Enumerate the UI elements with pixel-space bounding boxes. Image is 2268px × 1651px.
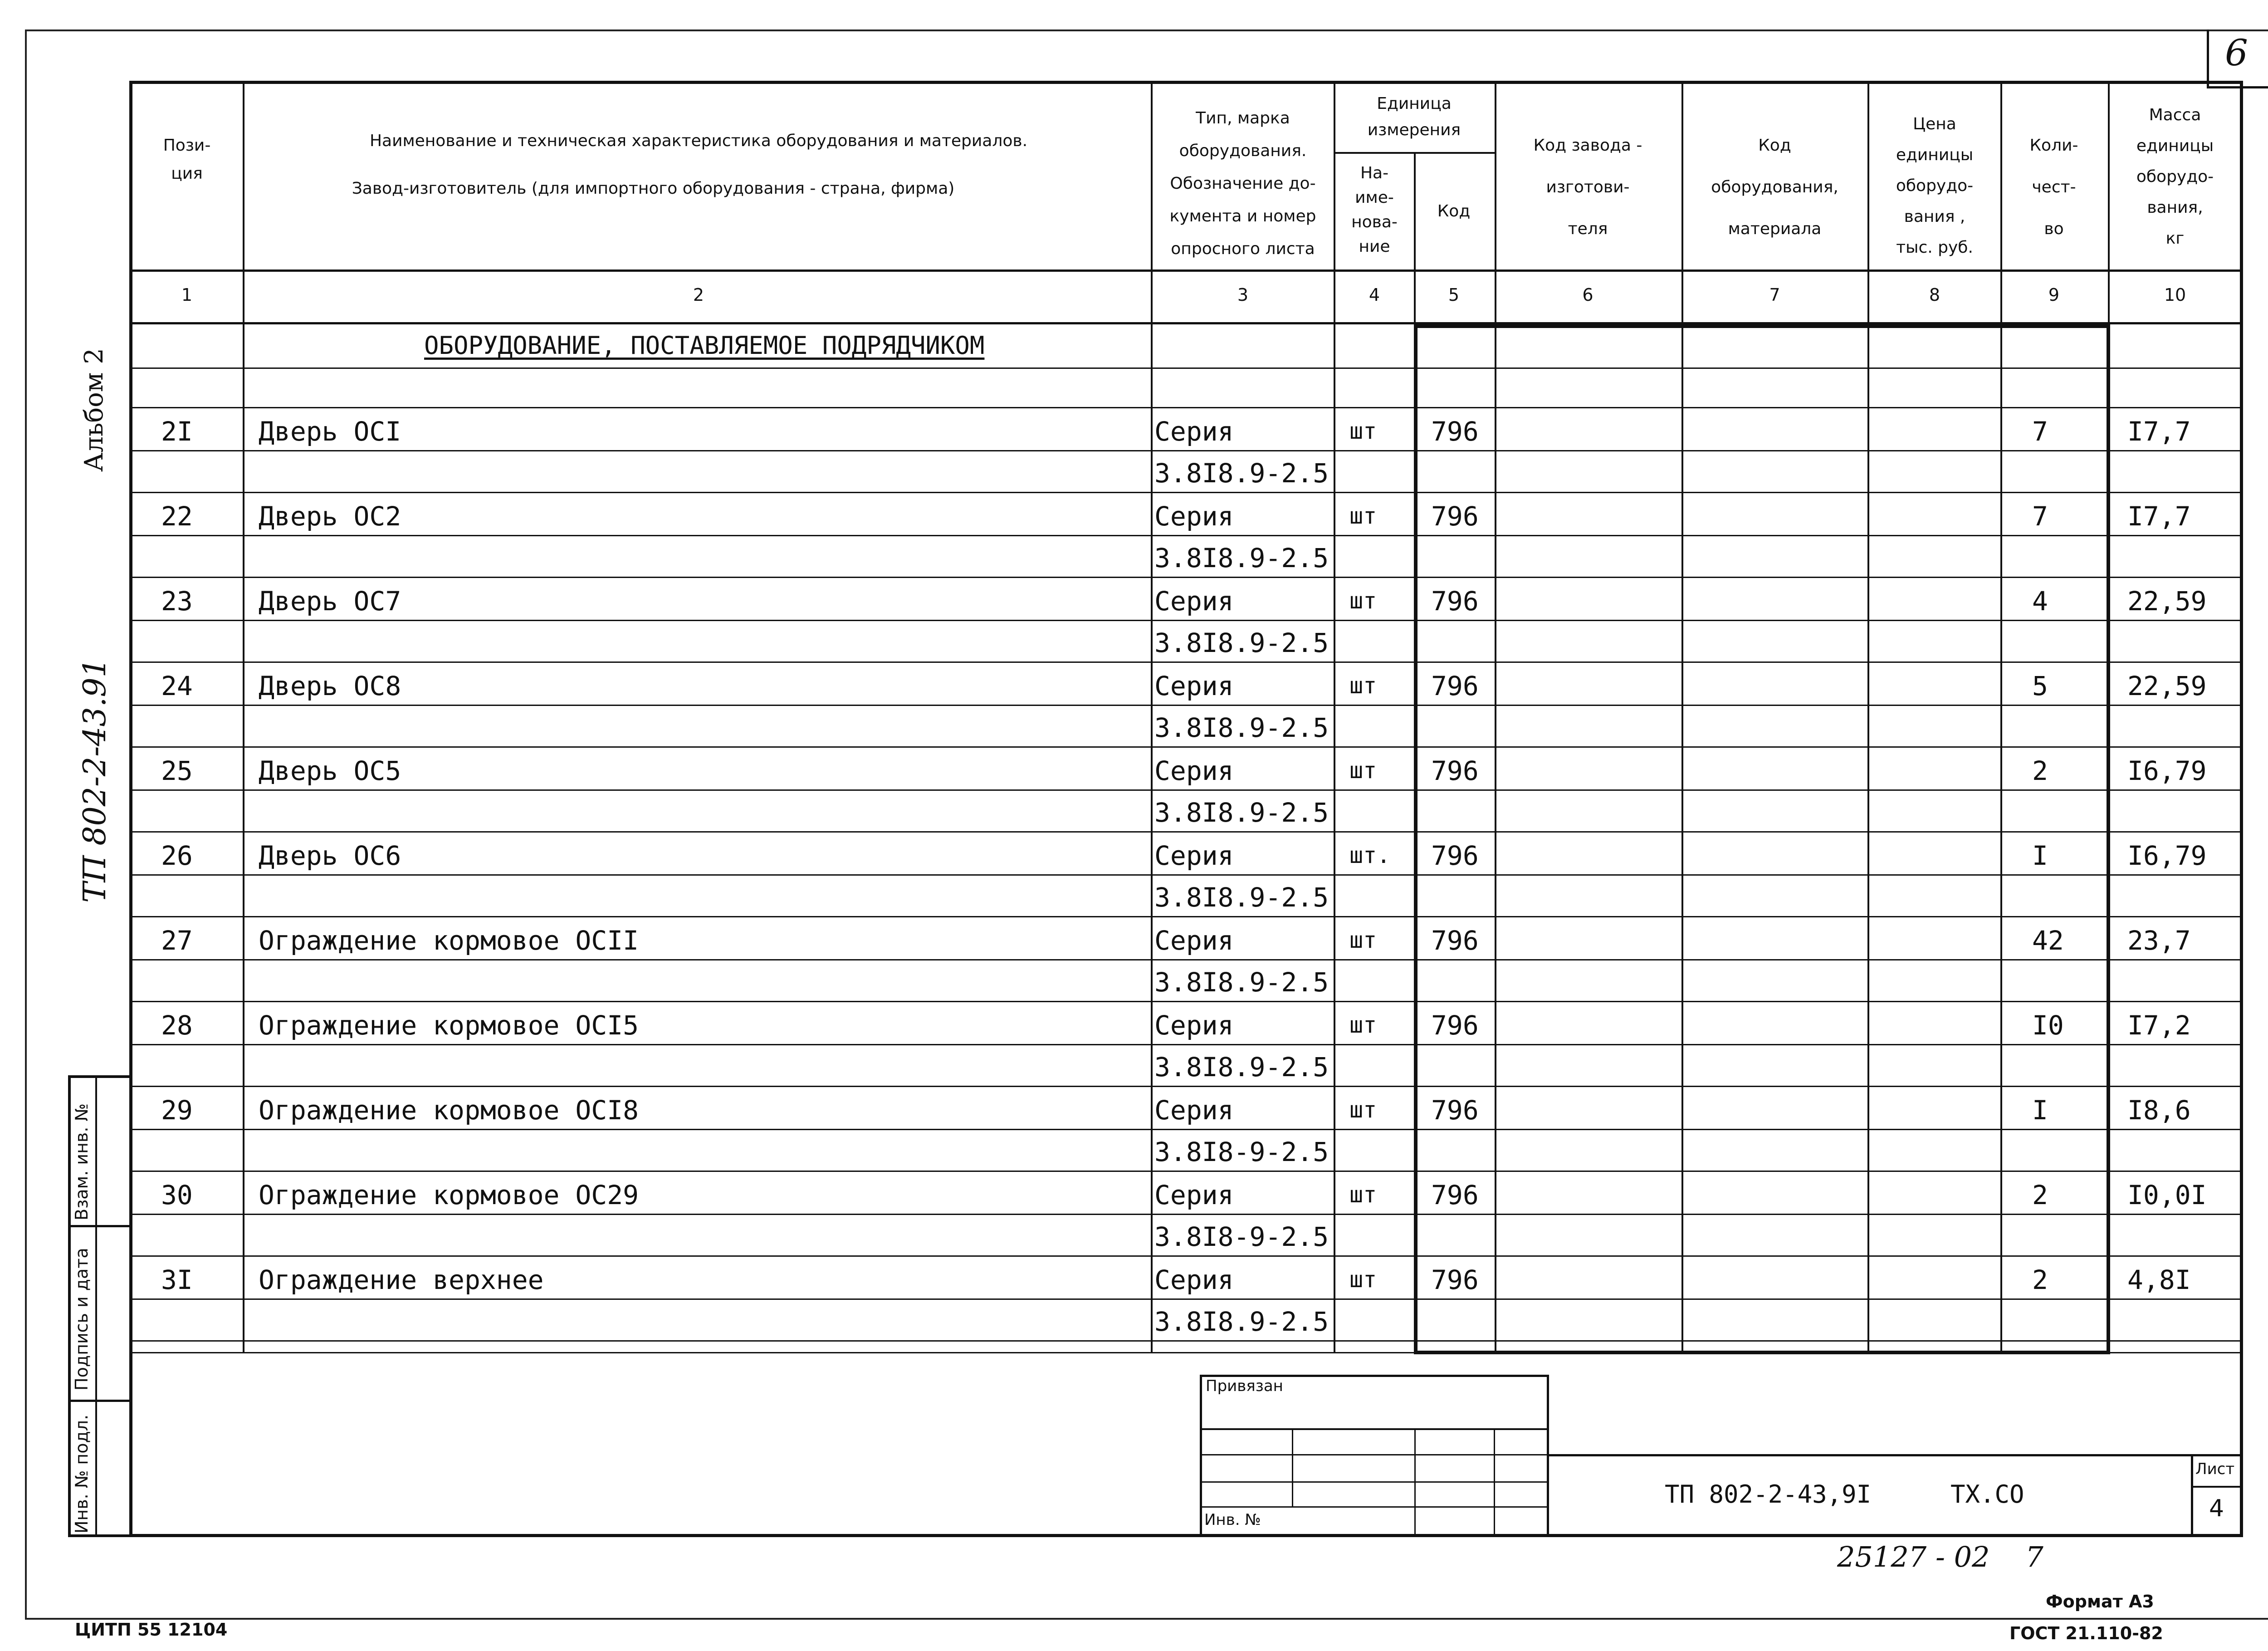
doc-code: ТП 802-2-43,9I [1665, 1480, 1872, 1509]
row-name: Ограждение кормовое ОС29 [259, 1180, 639, 1210]
row-unit: шт [1349, 927, 1377, 953]
stamp-line [1200, 1428, 1549, 1430]
colnum-9: 9 [2048, 285, 2060, 305]
row-unit: шт [1349, 1181, 1377, 1208]
row-position: 29 [161, 1095, 193, 1126]
section-title: ОБОРУДОВАНИЕ, ПОСТАВЛЯЕМОЕ ПОДРЯДЧИКОМ [424, 331, 985, 360]
header-factory-code: Код завода - изготови- теля [1533, 136, 1642, 238]
row-quantity: 7 [2032, 416, 2048, 447]
row-type-number: 3.8I8.9-2.5 [1154, 1052, 1329, 1083]
row-mass: 4,8I [2127, 1264, 2191, 1295]
row-unit-code: 796 [1431, 671, 1479, 701]
row-name: Ограждение кормовое ОСI8 [259, 1095, 639, 1126]
colnum-4: 4 [1369, 285, 1380, 305]
row-quantity: 2 [2032, 1264, 2048, 1295]
row-position: 22 [161, 501, 193, 532]
row-type-series: Серия [1154, 586, 1234, 617]
row-type-series: Серия [1154, 501, 1234, 532]
colnum-1: 1 [181, 285, 193, 305]
row-quantity: I [2032, 840, 2048, 871]
row-name: Ограждение кормовое ОСII [259, 925, 639, 956]
header-name-line2: Завод-изготовитель (для импортного оборудования - страна, фирма) [352, 179, 955, 198]
row-type-number: 3.8I8.9-2.5 [1154, 882, 1329, 913]
row-type-series: Серия [1154, 755, 1234, 786]
row-position: 3I [161, 1264, 193, 1295]
row-name: Дверь ОС6 [259, 840, 401, 871]
project-handwritten-label: ТП 802-2-43.91 [77, 658, 113, 903]
row-quantity: 2 [2032, 1180, 2048, 1210]
row-name: Дверь ОС2 [259, 501, 401, 532]
row-unit: шт [1349, 1266, 1377, 1293]
row-type-series: Серия [1154, 925, 1234, 956]
left-stamp-divider [95, 1075, 97, 1537]
row-unit: шт [1349, 672, 1377, 699]
format-label: Формат А3 [2046, 1592, 2154, 1612]
row-quantity: 2 [2032, 755, 2048, 786]
row-name: Дверь ОС7 [259, 586, 401, 617]
row-type-number: 3.8I8.9-2.5 [1154, 458, 1329, 489]
row-position: 30 [161, 1180, 193, 1210]
row-unit-code: 796 [1431, 1180, 1479, 1210]
header-position: Пози- ция [163, 136, 211, 183]
row-unit: шт [1349, 1097, 1377, 1123]
row-unit: шт [1349, 503, 1377, 529]
row-type-series: Серия [1154, 671, 1234, 701]
row-unit-code: 796 [1431, 501, 1479, 532]
row-type-number: 3.8I8-9-2.5 [1154, 1137, 1329, 1167]
row-quantity: I [2032, 1095, 2048, 1126]
stamp-line [1200, 1454, 1549, 1455]
header-mass: Масса единицы оборудо- вания, кг [2136, 106, 2214, 248]
row-type-series: Серия [1154, 1010, 1234, 1041]
stamp-privyazan: Привязан [1206, 1377, 1283, 1395]
row-type-number: 3.8I8.9-2.5 [1154, 967, 1329, 998]
row-type-series: Серия [1154, 840, 1234, 871]
stamp-line [1200, 1506, 1549, 1508]
header-unit-code: Код [1437, 202, 1471, 220]
row-position: 25 [161, 755, 193, 786]
body-highlight-box [1414, 324, 2110, 1354]
title-block-top [1549, 1454, 2243, 1456]
row-type-number: 3.8I8.9-2.5 [1154, 797, 1329, 828]
row-mass: 22,59 [2127, 671, 2207, 701]
colnum-5: 5 [1448, 285, 1460, 305]
gost-label: ГОСТ 21.110-82 [2009, 1623, 2163, 1643]
citp-label: ЦИТП 55 12104 [75, 1620, 228, 1640]
row-position: 2I [161, 416, 193, 447]
row-mass: I7,7 [2127, 501, 2191, 532]
header-type: Тип, марка оборудования. Обозначение до- кумента и номер опросного листа [1169, 109, 1316, 258]
header-unit-group: Единица измерения [1367, 94, 1461, 139]
row-quantity: 42 [2032, 925, 2064, 956]
column-line [1334, 84, 1335, 1352]
row-position: 23 [161, 586, 193, 617]
row-unit-code: 796 [1431, 755, 1479, 786]
row-quantity: I0 [2032, 1010, 2064, 1041]
doc-part: ТХ.СО [1950, 1480, 2024, 1509]
stamp-line [1414, 1428, 1416, 1537]
row-unit-code: 796 [1431, 1095, 1479, 1126]
row-name: Дверь ОС5 [259, 755, 401, 786]
row-quantity: 4 [2032, 586, 2048, 617]
stamp-inv-no: Инв. № [1204, 1511, 1261, 1529]
row-name: Ограждение верхнее [259, 1264, 544, 1295]
row-position: 24 [161, 671, 193, 701]
header-equipment-code: Код оборудования, материала [1711, 136, 1838, 238]
colnum-2: 2 [693, 285, 704, 305]
sheet-corner-number: 6 [2225, 32, 2248, 74]
colnum-6: 6 [1582, 285, 1593, 305]
row-type-number: 3.8I8.9-2.5 [1154, 712, 1329, 743]
left-stamp-divider [68, 1400, 132, 1402]
colnum-3: 3 [1237, 285, 1249, 305]
row-unit-code: 796 [1431, 1010, 1479, 1041]
row-unit: шт [1349, 1012, 1377, 1038]
vzam-label: Взам. инв. № [72, 1103, 92, 1220]
list-box-line [2191, 1486, 2243, 1488]
colnum-8: 8 [1929, 285, 1941, 305]
row-mass: I6,79 [2127, 755, 2207, 786]
left-stamp-divider [68, 1225, 132, 1227]
row-type-series: Серия [1154, 416, 1234, 447]
row-unit: шт [1349, 757, 1377, 784]
row-mass: 23,7 [2127, 925, 2191, 956]
row-name: Дверь ОС8 [259, 671, 401, 701]
podpis-label: Подпись и дата [72, 1248, 92, 1391]
row-unit: шт [1349, 588, 1377, 614]
row-quantity: 5 [2032, 671, 2048, 701]
row-mass: I8,6 [2127, 1095, 2191, 1126]
list-number: 4 [2209, 1495, 2224, 1522]
handwritten-inventory-number: 25127 - 02 7 [1837, 1540, 2043, 1573]
colnum-7: 7 [1769, 285, 1780, 305]
row-type-series: Серия [1154, 1180, 1234, 1210]
row-type-number: 3.8I8.9-2.5 [1154, 543, 1329, 573]
column-line [243, 84, 244, 1352]
row-position: 27 [161, 925, 193, 956]
header-unit-name: На- име- нова- ние [1351, 164, 1398, 256]
row-type-number: 3.8I8-9-2.5 [1154, 1221, 1329, 1252]
row-unit-code: 796 [1431, 925, 1479, 956]
row-unit-code: 796 [1431, 586, 1479, 617]
column-line [1151, 84, 1153, 1352]
row-unit-code: 796 [1431, 1264, 1479, 1295]
inv-podl-label: Инв. № подл. [72, 1414, 92, 1533]
album-label: Альбом 2 [79, 348, 109, 472]
stamp-line [1292, 1428, 1293, 1506]
row-unit-code: 796 [1431, 416, 1479, 447]
list-label: Лист [2195, 1460, 2235, 1478]
row-name: Дверь ОСI [259, 416, 401, 447]
row-mass: I6,79 [2127, 840, 2207, 871]
row-unit-code: 796 [1431, 840, 1479, 871]
row-type-series: Серия [1154, 1264, 1234, 1295]
stamp-line [1200, 1481, 1549, 1483]
row-position: 26 [161, 840, 193, 871]
row-type-series: Серия [1154, 1095, 1234, 1126]
row-quantity: 7 [2032, 501, 2048, 532]
row-unit: шт [1349, 418, 1377, 444]
row-type-number: 3.8I8.9-2.5 [1154, 627, 1329, 658]
header-quantity: Коли- чест- во [2029, 136, 2078, 238]
row-position: 28 [161, 1010, 193, 1041]
row-mass: I7,2 [2127, 1010, 2191, 1041]
row-mass: I0,0I [2127, 1180, 2207, 1210]
stamp-line [1494, 1428, 1495, 1537]
header-price: Цена единицы оборудо- вания , тыс. руб. [1896, 115, 1974, 257]
row-name: Ограждение кормовое ОСI5 [259, 1010, 639, 1041]
header-name-line1: Наименование и техническая характеристика оборудования и материалов. [369, 132, 1028, 150]
row-mass: 22,59 [2127, 586, 2207, 617]
header-bottom-line [129, 269, 2243, 272]
row-mass: I7,7 [2127, 416, 2191, 447]
row-type-number: 3.8I8.9-2.5 [1154, 1306, 1329, 1337]
colnum-10: 10 [2164, 285, 2186, 305]
row-unit: шт. [1349, 842, 1391, 868]
